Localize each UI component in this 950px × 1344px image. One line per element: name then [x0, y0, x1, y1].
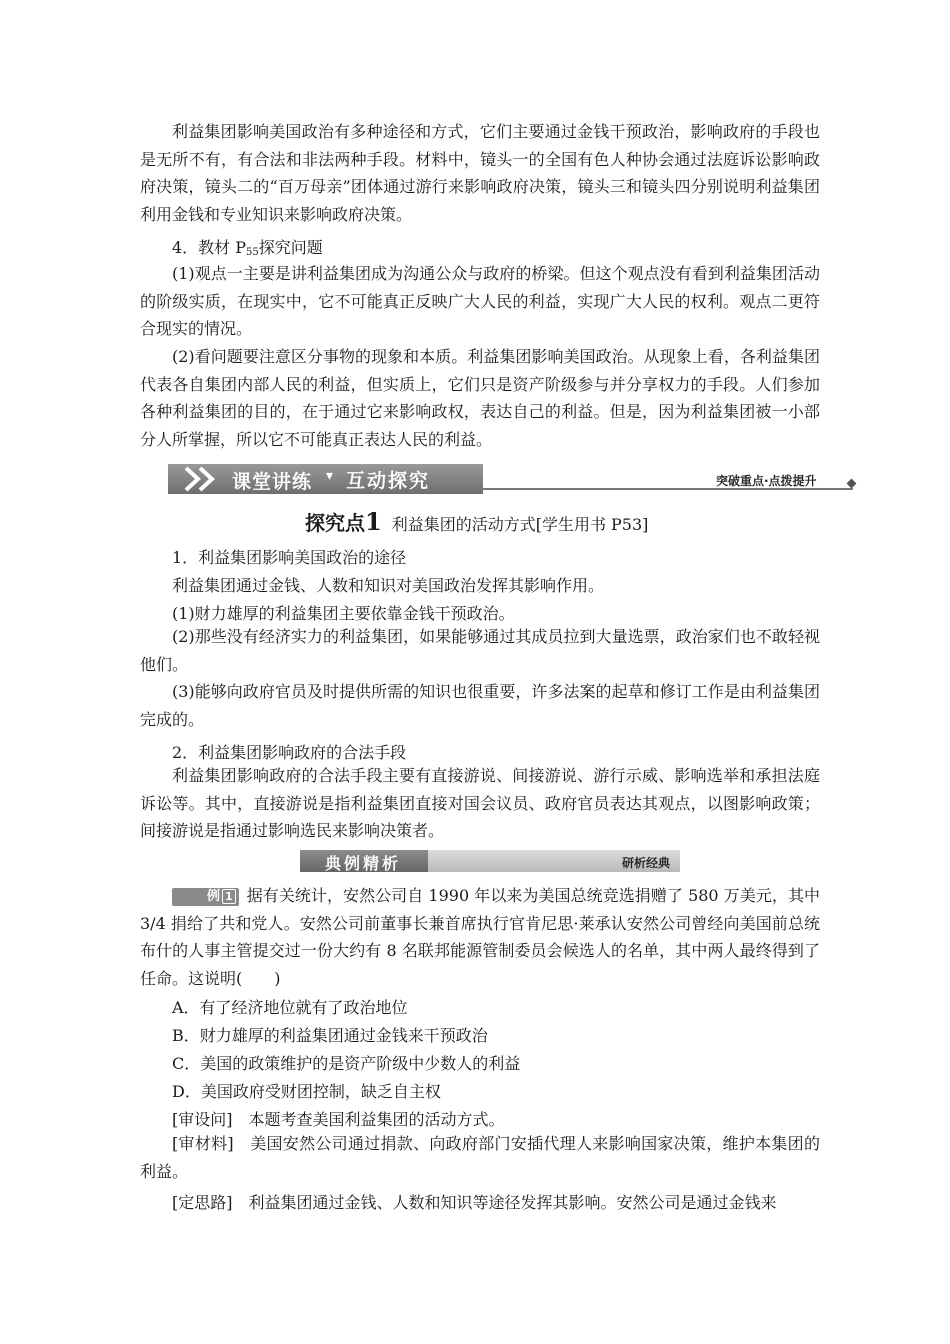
item4-suffix: 探究问题 — [258, 238, 323, 257]
keypoint-label: 探究点 — [305, 511, 365, 535]
example-tag — [172, 888, 239, 906]
analysis-material-text: 美国安然公司通过捐款、向政府部门安插代理人来影响国家决策，维护本集团的利益。 — [140, 1134, 820, 1181]
keypoint-heading — [305, 507, 648, 536]
example-banner-tagline: 研析经典 — [622, 856, 671, 870]
analysis-question — [172, 1107, 505, 1130]
analysis-approach-text: 利益集团通过金钱、人数和知识等途径发挥其影响。安然公司是通过金钱来 — [248, 1193, 777, 1212]
banner-separator: ▾ — [326, 468, 334, 484]
item4-prefix: 4．教材 P — [172, 238, 247, 257]
diamond-icon — [847, 479, 857, 489]
analysis-material-label: [审材料] — [172, 1134, 234, 1153]
intro-paragraph: 利益集团影响美国政治有多种途径和方式，它们主要通过金钱干预政治，影响政府的手段也是无所不有，有合法和非法两种手段。材料中，镜头一的全国有色人种协会通过法庭诉讼影响政府决策，镜头二的“百万母亲”团体通过游行来影响政府决策，镜头三和镜头四分别说明利益集团利用金钱和专业知识来影响政府决策。 — [140, 122, 820, 224]
analysis-approach — [172, 1190, 777, 1213]
analysis-question-text: 本题考查美国利益集团的活动方式。 — [248, 1110, 505, 1129]
section2-text: 利益集团影响政府的合法手段主要有直接游说、间接游说、游行示威、影响选举和承担法庭诉讼等。其中，直接游说是指利益集团直接对国会议员、政府官员表达其观点，以图影响政策；间接游说是指通过影响选民来影响决策者。 — [140, 766, 820, 840]
example-banner — [300, 850, 680, 872]
example-tag-label: 例 — [207, 889, 221, 904]
banner-title-right: 互动探究 — [346, 470, 431, 492]
option-d: D．美国政府受财团控制，缺乏自主权 — [172, 1082, 441, 1101]
section1-point-b: (2)那些没有经济实力的利益集团，如果能够通过其成员拉到大量选票，政治家们也不敢轻视他们。 — [140, 627, 820, 674]
example-tag-number: 1 — [222, 889, 236, 904]
example-stem — [140, 882, 820, 992]
section2-title: 2．利益集团影响政府的合法手段 — [172, 743, 407, 762]
keypoint-number: 1 — [365, 507, 382, 536]
banner-title-left: 课堂讲练 — [232, 471, 313, 493]
double-chevron-icon — [182, 466, 226, 492]
analysis-approach-label: [定思路] — [172, 1193, 233, 1212]
option-a: A．有了经济地位就有了政治地位 — [172, 998, 408, 1017]
section-banner — [168, 464, 858, 494]
section1-intro: 利益集团通过金钱、人数和知识对美国政治发挥其影响作用。 — [172, 576, 605, 595]
item4-paragraph-1: (1)观点一主要是讲利益集团成为沟通公众与政府的桥梁。但这个观点没有看到利益集团活动的阶级实质，在现实中，它不可能真正反映广大人民的利益，实现广大人民的权利。观点二更符合现实的情况。 — [140, 264, 820, 338]
option-b: B．财力雄厚的利益集团通过金钱来干预政治 — [172, 1026, 488, 1045]
option-c: C．美国的政策维护的是资产阶级中少数人的利益 — [172, 1054, 521, 1073]
item4-page-sub: 55 — [246, 247, 259, 258]
item4-paragraph-2: (2)看问题要注意区分事物的现象和本质。利益集团影响美国政治。从现象上看，各利益集团代表各自集团内部人民的利益，但实质上，它们只是资产阶级参与并分享权力的手段。人们参加各种利益集团的目的，在于通过它来影响政权，表达自己的利益。但是，因为利益集团被一小部分人所掌握，所以它不可能真正表达人民的利益。 — [140, 347, 820, 449]
example-banner-title: 典例精析 — [325, 854, 402, 873]
banner-tagline: 突破重点·点拨提升 — [716, 474, 817, 488]
analysis-question-label: [审设问] — [172, 1110, 233, 1129]
section1-point-c: (3)能够向政府官员及时提供所需的知识也很重要，许多法案的起草和修订工作是由利益集团完成的。 — [140, 682, 820, 729]
analysis-material — [140, 1130, 820, 1185]
section1-title: 1．利益集团影响美国政治的途径 — [172, 548, 407, 567]
section1-point-a: (1)财力雄厚的利益集团主要依靠金钱干预政治。 — [172, 604, 515, 623]
example-stem-text: 据有关统计，安然公司自 1990 年以来为美国总统竞选捐赠了 580 万美元，其中 3/4 捐给了共和党人。安然公司前董事长兼首席执行官肯尼思·莱承认安然公司曾经向美国前总统布什的人事主管提交过一份大约有 8 名联邦能源管制委员会候选人的名单，其中两人最终得到了任命。这说明( ) — [140, 886, 820, 988]
item4-heading — [172, 235, 323, 258]
keypoint-desc: 利益集团的活动方式[学生用书 P53] — [391, 515, 649, 534]
